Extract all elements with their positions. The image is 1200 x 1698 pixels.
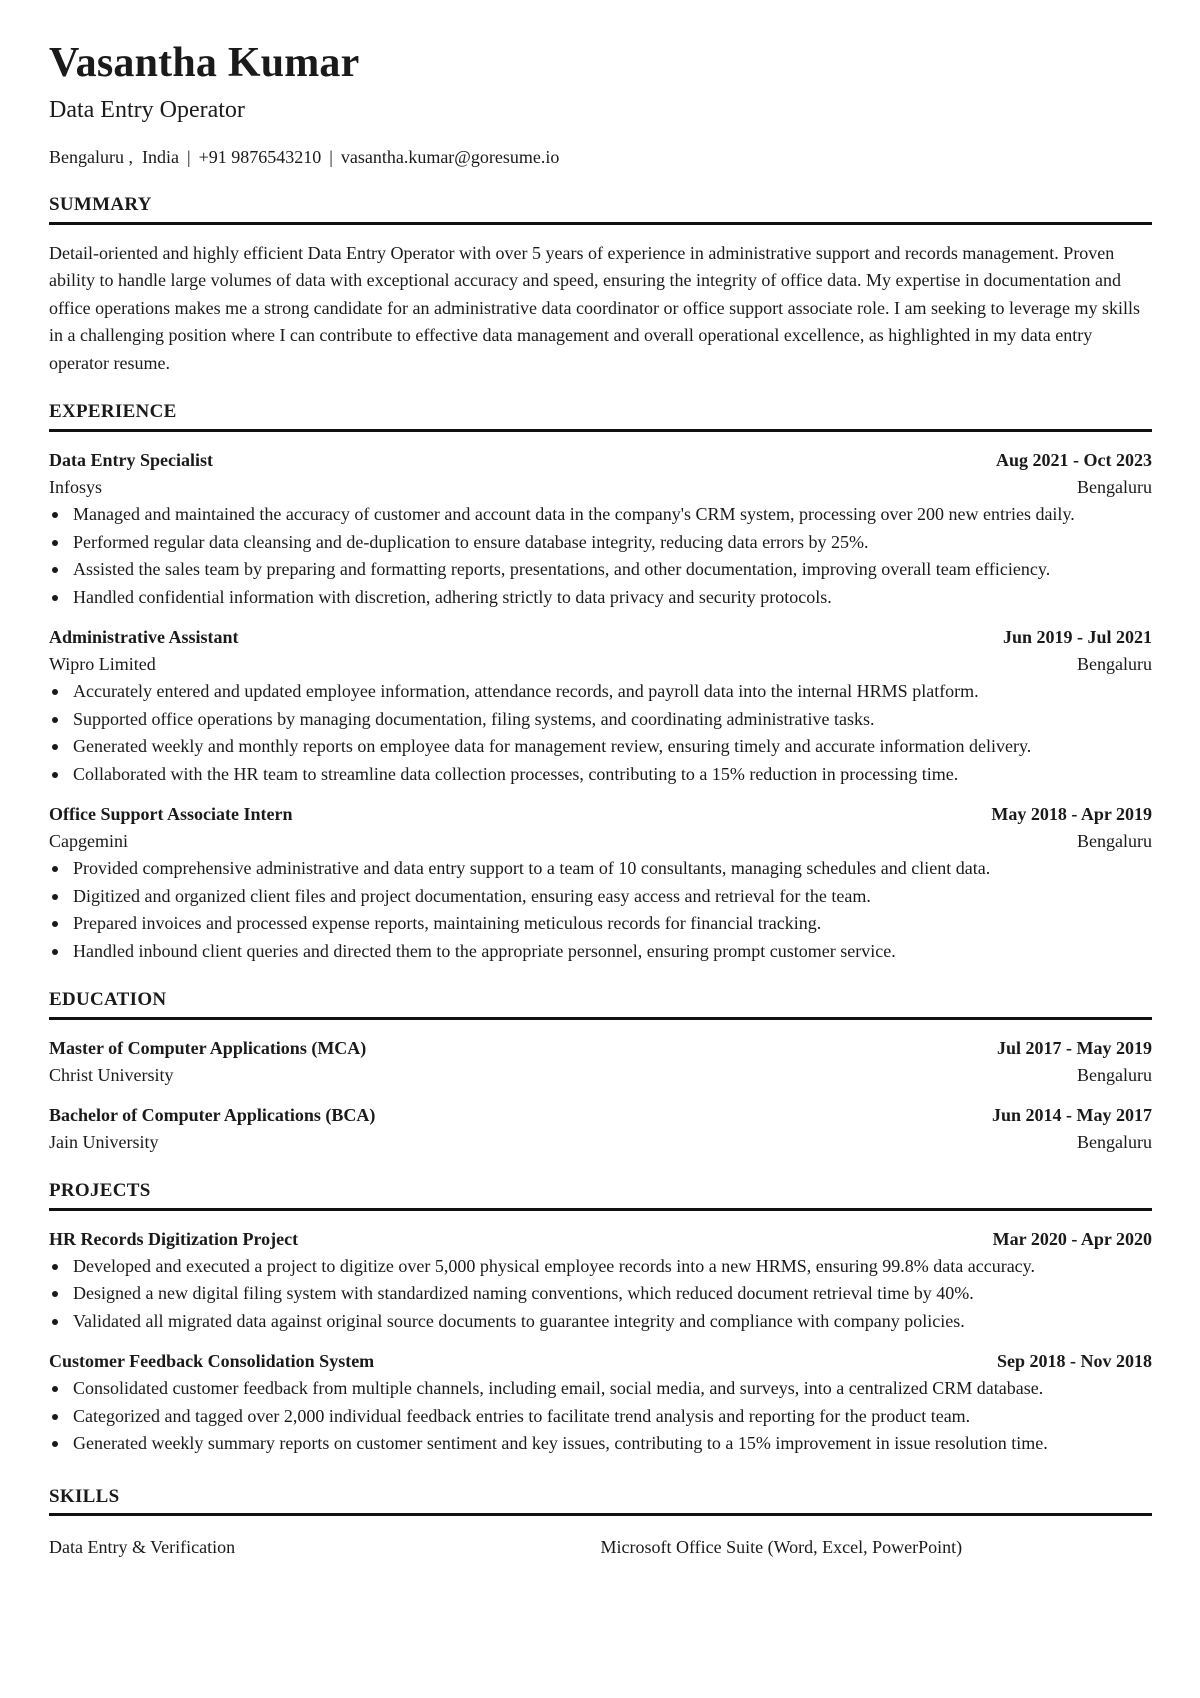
experience-entry bbox=[49, 801, 1152, 965]
entry-header bbox=[49, 1226, 1152, 1253]
project-name: Customer Feedback Consolidation System bbox=[49, 1351, 375, 1372]
section-heading: EXPERIENCE bbox=[49, 401, 1152, 432]
bullet-item: Assisted the sales team by preparing and formatting reports, presentations, and other documentation, improving overall team efficiency. bbox=[73, 556, 1152, 584]
school-location: Bengaluru bbox=[1077, 1064, 1152, 1085]
contact-separator: | bbox=[329, 146, 333, 167]
contact-email[interactable]: vasantha.kumar@goresume.io bbox=[340, 146, 560, 167]
section-heading: PROJECTS bbox=[49, 1180, 1152, 1211]
bullet-item: Handled confidential information with discretion, adhering strictly to data privacy and security protocols. bbox=[73, 584, 1152, 612]
project-entry bbox=[49, 1348, 1152, 1458]
candidate-name: Vasantha Kumar bbox=[49, 40, 360, 86]
bullet-list bbox=[49, 1253, 1152, 1336]
job-title: Data Entry Operator bbox=[49, 97, 245, 124]
section-heading: SUMMARY bbox=[49, 194, 1152, 225]
company-name: Wipro Limited bbox=[49, 654, 156, 675]
bullet-item: Validated all migrated data against original source documents to guarantee integrity and compliance with company policies. bbox=[73, 1308, 1152, 1336]
skills-section bbox=[49, 1486, 1152, 1562]
bullet-list bbox=[49, 855, 1152, 965]
entry-subheader bbox=[49, 1129, 1152, 1156]
bullet-item: Supported office operations by managing documentation, filing systems, and coordinating administrative tasks. bbox=[73, 706, 1152, 734]
education-section bbox=[49, 989, 1152, 1156]
contact-separator: | bbox=[186, 146, 191, 167]
summary-text: Detail-oriented and highly efficient Data Entry Operator with over 5 years of experience in administrative support and records management. Proven ability to handle large volumes of data with exceptional accuracy and speed, ensuring the integrity of office data. My expertise in documentation and office operations makes me a strong candidate for an administrative data coordinator or office support associate role. I am seeking to leverage my skills in a challenging position where I can contribute to effective data management and overall operational excellence, as highlighted in my data entry operator resume. bbox=[49, 242, 1140, 373]
contact-location: Bengaluru , India bbox=[49, 146, 179, 167]
projects-section bbox=[49, 1180, 1152, 1458]
bullet-item: Managed and maintained the accuracy of customer and account data in the company's CRM system, processing over 200 new entries daily. bbox=[73, 501, 1152, 529]
education-entry bbox=[49, 1035, 1152, 1089]
bullet-item: Designed a new digital filing system with standardized naming conventions, which reduced document retrieval time by 40%. bbox=[73, 1280, 1152, 1308]
experience-list bbox=[49, 447, 1152, 965]
project-dates: Mar 2020 - Apr 2020 bbox=[992, 1228, 1152, 1249]
bullet-item: Generated weekly and monthly reports on employee data for management review, ensuring timely and accurate information delivery. bbox=[73, 733, 1152, 761]
bullet-item: Digitized and organized client files and project documentation, ensuring easy access and retrieval for the team. bbox=[73, 883, 1152, 911]
bullet-item: Generated weekly summary reports on customer sentiment and key issues, contributing to a 15% improvement in issue resolution time. bbox=[73, 1430, 1152, 1458]
job-location: Bengaluru bbox=[1077, 654, 1152, 675]
bullet-item: Categorized and tagged over 2,000 individual feedback entries to facilitate trend analysis and reporting for the product team. bbox=[73, 1403, 1152, 1431]
bullet-item: Collaborated with the HR team to streamline data collection processes, contributing to a 15% reduction in processing time. bbox=[73, 761, 1152, 789]
job-dates: Aug 2021 - Oct 2023 bbox=[996, 450, 1152, 471]
bullet-list bbox=[49, 678, 1152, 788]
contact-line bbox=[49, 147, 1152, 168]
project-dates: Sep 2018 - Nov 2018 bbox=[996, 1351, 1152, 1372]
job-role: Data Entry Specialist bbox=[49, 450, 213, 471]
summary-section bbox=[49, 194, 1152, 377]
entry-header bbox=[49, 1102, 1152, 1129]
entry-subheader bbox=[49, 828, 1152, 855]
job-location: Bengaluru bbox=[1077, 477, 1152, 498]
school-name: Christ University bbox=[49, 1064, 174, 1085]
job-dates: May 2018 - Apr 2019 bbox=[991, 804, 1152, 825]
experience-entry bbox=[49, 624, 1152, 788]
bullet-item: Accurately entered and updated employee information, attendance records, and payroll data into the internal HRMS platform. bbox=[73, 678, 1152, 706]
section-heading: SKILLS bbox=[49, 1486, 1152, 1517]
bullet-item: Handled inbound client queries and directed them to the appropriate personnel, ensuring prompt customer service. bbox=[73, 938, 1152, 966]
skill-item: Microsoft Office Suite (Word, Excel, PowerPoint) bbox=[600, 1537, 963, 1558]
degree-name: Master of Computer Applications (MCA) bbox=[49, 1037, 367, 1058]
entry-header bbox=[49, 1348, 1152, 1375]
entry-header bbox=[49, 447, 1152, 474]
job-role: Office Support Associate Intern bbox=[49, 804, 293, 825]
education-dates: Jun 2014 - May 2017 bbox=[991, 1104, 1152, 1125]
bullet-item: Prepared invoices and processed expense reports, maintaining meticulous records for financial tracking. bbox=[73, 910, 1152, 938]
education-list bbox=[49, 1035, 1152, 1156]
entry-header bbox=[49, 1035, 1152, 1062]
bullet-list bbox=[49, 501, 1152, 611]
bullet-item: Provided comprehensive administrative and data entry support to a team of 10 consultants, managing schedules and client data. bbox=[73, 855, 1152, 883]
entry-subheader bbox=[49, 474, 1152, 501]
company-name: Capgemini bbox=[49, 831, 128, 852]
entry-subheader bbox=[49, 651, 1152, 678]
skill-item: Data Entry & Verification bbox=[49, 1537, 236, 1558]
job-location: Bengaluru bbox=[1077, 831, 1152, 852]
school-name: Jain University bbox=[49, 1131, 159, 1152]
contact-phone[interactable]: +91 9876543210 bbox=[198, 146, 322, 167]
job-role: Administrative Assistant bbox=[49, 627, 239, 648]
bullet-item: Consolidated customer feedback from multiple channels, including email, social media, and surveys, into a centralized CRM database. bbox=[73, 1375, 1152, 1403]
bullet-item: Performed regular data cleansing and de-duplication to ensure database integrity, reducing data errors by 25%. bbox=[73, 529, 1152, 557]
degree-name: Bachelor of Computer Applications (BCA) bbox=[49, 1104, 376, 1125]
entry-subheader bbox=[49, 1062, 1152, 1089]
projects-list bbox=[49, 1226, 1152, 1458]
entry-header bbox=[49, 624, 1152, 651]
skills-list bbox=[49, 1534, 1152, 1561]
company-name: Infosys bbox=[49, 477, 102, 498]
job-dates: Jun 2019 - Jul 2021 bbox=[1002, 627, 1152, 648]
school-location: Bengaluru bbox=[1077, 1131, 1152, 1152]
project-entry bbox=[49, 1226, 1152, 1336]
experience-section bbox=[49, 401, 1152, 965]
bullet-list bbox=[49, 1375, 1152, 1458]
entry-header bbox=[49, 801, 1152, 828]
section-heading: EDUCATION bbox=[49, 989, 1152, 1020]
education-dates: Jul 2017 - May 2019 bbox=[997, 1037, 1152, 1058]
bullet-item: Developed and executed a project to digitize over 5,000 physical employee records into a new HRMS, ensuring 99.8% data accuracy. bbox=[73, 1253, 1152, 1281]
experience-entry bbox=[49, 447, 1152, 611]
project-name: HR Records Digitization Project bbox=[49, 1228, 299, 1249]
education-entry bbox=[49, 1102, 1152, 1156]
